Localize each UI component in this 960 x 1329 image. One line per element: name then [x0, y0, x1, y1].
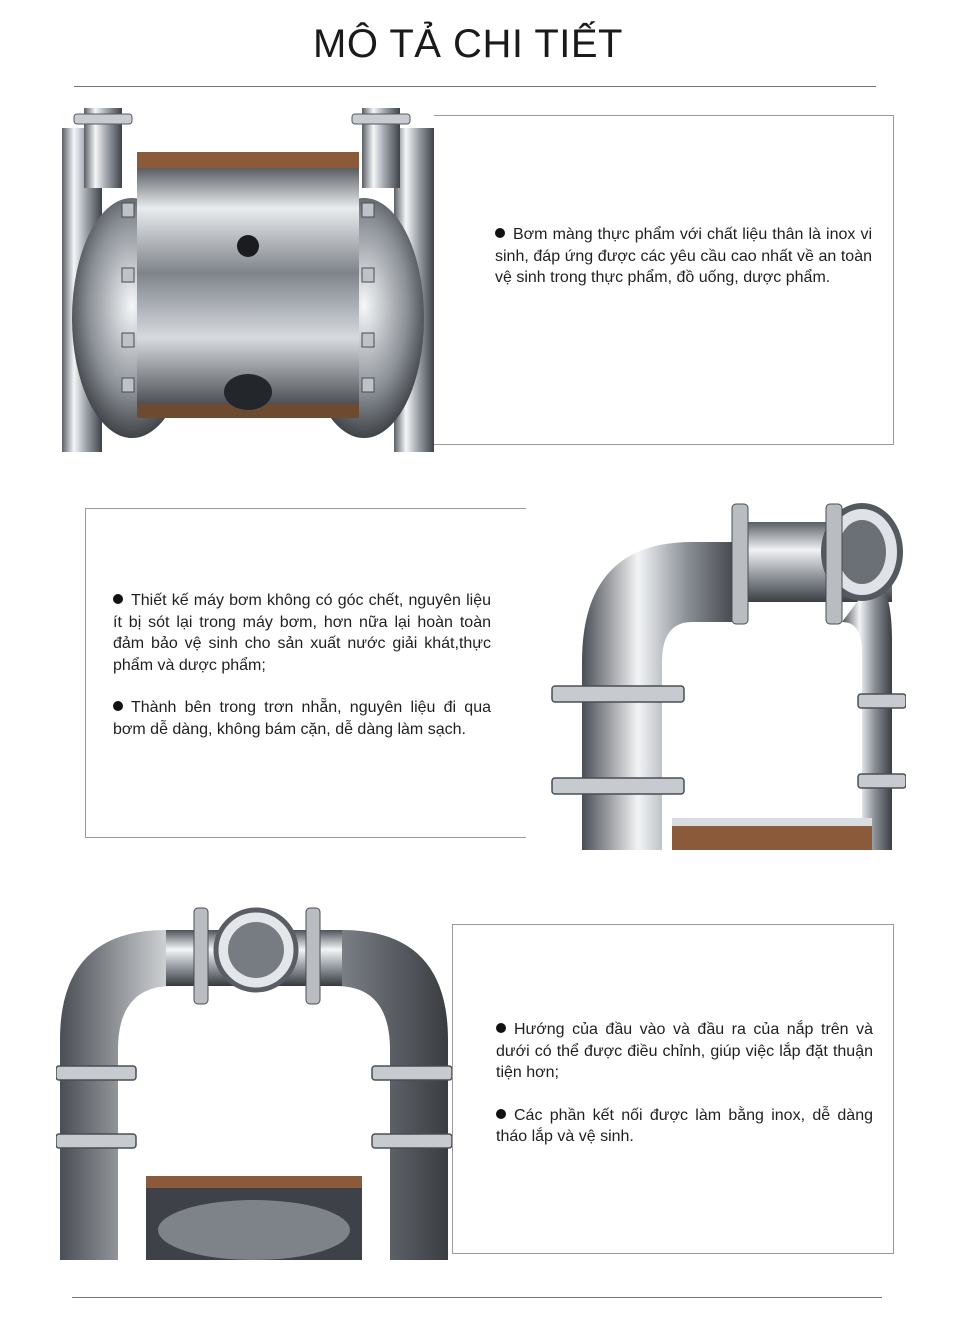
pump-pipe-icon: [542, 482, 906, 850]
bullet-icon: [113, 594, 123, 604]
page-title: MÔ TẢ CHI TIẾT: [313, 22, 623, 66]
section-1-text: [495, 224, 872, 310]
pump-front-icon: [62, 108, 434, 452]
top-divider: [74, 86, 876, 87]
section-2-text: [113, 590, 491, 761]
bullet-item: Bơm màng thực phẩm với chất liệu thân là inox vi sinh, đáp ứng được các yêu cầu cao nhất về an toàn vệ sinh trong thực phẩm, đồ uống, dược phẩm.: [495, 226, 872, 286]
bottom-divider: [72, 1297, 882, 1298]
bullet-icon: [496, 1109, 506, 1119]
bullet-icon: [495, 228, 505, 238]
bullet-icon: [496, 1023, 506, 1033]
bullet-item: Các phần kết nối được làm bằng inox, dễ dàng tháo lắp và vệ sinh.: [496, 1106, 873, 1145]
pump-manifold-icon: [56, 900, 452, 1260]
bullet-item: Thành bên trong trơn nhẵn, nguyên liệu đi qua bơm dễ dàng, không bám cặn, dễ dàng làm sạch.: [113, 699, 491, 738]
section-3-text: [496, 1019, 873, 1169]
bullet-item: Hướng của đầu vào và đầu ra của nắp trên và dưới có thể được điều chỉnh, giúp việc lắp đặt thuận tiện hơn;: [496, 1021, 873, 1081]
bullet-item: Thiết kế máy bơm không có góc chết, nguyên liệu ít bị sót lại trong máy bơm, hơn nữa lại hoàn toàn đảm bảo vệ sinh cho sản xuất nước giải khát,thực phẩm và dược phẩm;: [113, 592, 491, 674]
bullet-icon: [113, 701, 123, 711]
